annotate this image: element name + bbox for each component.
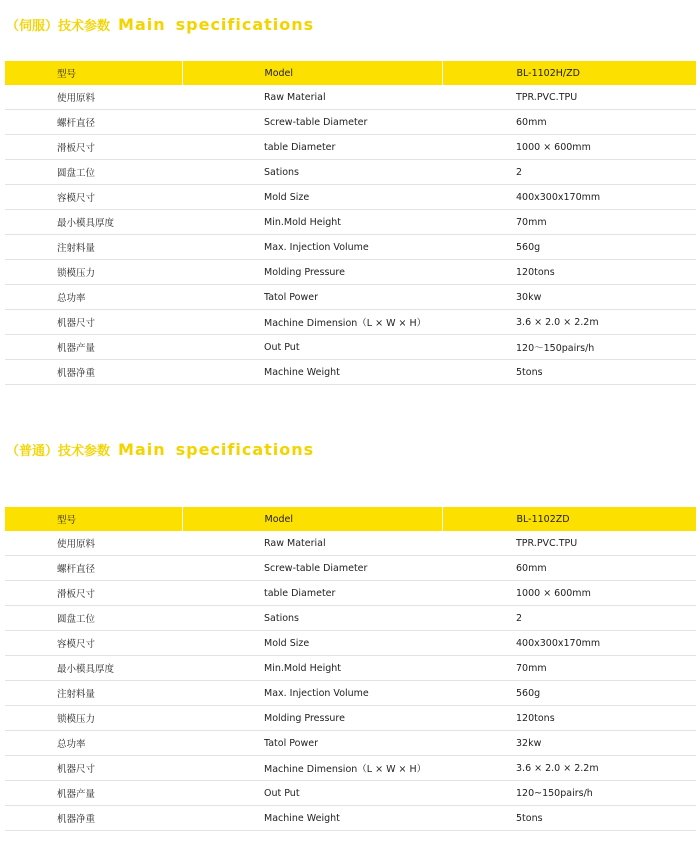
row-label-en: Machine Dimension（L × W × H） <box>182 310 442 335</box>
row-label-en: Mold Size <box>182 185 442 210</box>
row-label-cn: 总功率 <box>5 731 182 756</box>
row-label-en: Raw Material <box>182 85 442 110</box>
section-title-en-spec: specifications <box>175 15 315 34</box>
row-label-en: Molding Pressure <box>182 706 442 731</box>
table-row <box>5 781 696 806</box>
row-value: TPR.PVC.TPU <box>442 531 696 556</box>
table-row <box>5 731 696 756</box>
row-label-en: Max. Injection Volume <box>182 681 442 706</box>
spec-table-servo <box>5 61 696 385</box>
section-title-servo <box>6 10 314 34</box>
row-value: 560g <box>442 681 696 706</box>
table-row <box>5 556 696 581</box>
row-label-cn: 最小模具厚度 <box>5 210 182 235</box>
row-label-en: Screw-table Diameter <box>182 556 442 581</box>
row-label-cn: 机器尺寸 <box>5 310 182 335</box>
row-label-cn: 圆盘工位 <box>5 606 182 631</box>
row-label-cn: 滑板尺寸 <box>5 581 182 606</box>
row-label-en: Screw-table Diameter <box>182 110 442 135</box>
row-label-cn: 容模尺寸 <box>5 631 182 656</box>
row-label-cn: 使用原料 <box>5 85 182 110</box>
header-cell-model-cn: 型号 <box>5 507 182 531</box>
section-title-cn: （普通）技术参数 <box>6 444 111 459</box>
row-label-en: Tatol Power <box>182 285 442 310</box>
row-value: 400x300x170mm <box>442 631 696 656</box>
row-value: 32kw <box>442 731 696 756</box>
row-label-en: table Diameter <box>182 581 442 606</box>
table-row <box>5 631 696 656</box>
table-row <box>5 360 696 385</box>
table-row <box>5 606 696 631</box>
row-label-en: Raw Material <box>182 531 442 556</box>
table-row <box>5 260 696 285</box>
table-row <box>5 185 696 210</box>
row-value: 5tons <box>442 806 696 831</box>
row-value: 60mm <box>442 556 696 581</box>
row-value: 70mm <box>442 656 696 681</box>
row-label-en: Sations <box>182 160 442 185</box>
row-label-en: Mold Size <box>182 631 442 656</box>
row-label-cn: 总功率 <box>5 285 182 310</box>
row-value: 60mm <box>442 110 696 135</box>
row-value: 1000 × 600mm <box>442 135 696 160</box>
row-value: 2 <box>442 606 696 631</box>
row-label-cn: 容模尺寸 <box>5 185 182 210</box>
row-value: 3.6 × 2.0 × 2.2m <box>442 756 696 781</box>
row-label-cn: 机器净重 <box>5 360 182 385</box>
section-title-standard <box>6 435 314 459</box>
row-label-cn: 机器产量 <box>5 335 182 360</box>
table-row <box>5 531 696 556</box>
row-value: 560g <box>442 235 696 260</box>
table-row <box>5 656 696 681</box>
row-label-en: Machine Weight <box>182 806 442 831</box>
spec-table-header <box>5 61 696 85</box>
header-cell-model-cn: 型号 <box>5 61 182 85</box>
row-value: 70mm <box>442 210 696 235</box>
row-label-en: Min.Mold Height <box>182 210 442 235</box>
row-label-en: Min.Mold Height <box>182 656 442 681</box>
row-label-cn: 螺杆直径 <box>5 110 182 135</box>
header-cell-model-value: BL-1102H/ZD <box>442 61 696 85</box>
table-row <box>5 806 696 831</box>
row-label-en: Machine Weight <box>182 360 442 385</box>
header-cell-model-value: BL-1102ZD <box>442 507 696 531</box>
row-value: 1000 × 600mm <box>442 581 696 606</box>
table-row <box>5 235 696 260</box>
row-label-cn: 锁模压力 <box>5 706 182 731</box>
row-label-en: Machine Dimension（L × W × H） <box>182 756 442 781</box>
row-label-en: Sations <box>182 606 442 631</box>
row-label-en: Tatol Power <box>182 731 442 756</box>
row-value: 2 <box>442 160 696 185</box>
table-row <box>5 335 696 360</box>
row-label-cn: 螺杆直径 <box>5 556 182 581</box>
spec-table-standard <box>5 507 696 831</box>
row-label-cn: 注射料量 <box>5 235 182 260</box>
row-value: 3.6 × 2.0 × 2.2m <box>442 310 696 335</box>
table-row <box>5 706 696 731</box>
row-label-cn: 锁模压力 <box>5 260 182 285</box>
table-row <box>5 681 696 706</box>
table-row <box>5 285 696 310</box>
row-label-en: Molding Pressure <box>182 260 442 285</box>
table-row <box>5 210 696 235</box>
table-row <box>5 85 696 110</box>
table-row <box>5 135 696 160</box>
row-label-en: Max. Injection Volume <box>182 235 442 260</box>
row-value: 120tons <box>442 260 696 285</box>
section-title-en-spec: specifications <box>175 440 315 459</box>
section-title-cn: （伺服）技术参数 <box>6 19 111 34</box>
row-label-en: table Diameter <box>182 135 442 160</box>
row-value: TPR.PVC.TPU <box>442 85 696 110</box>
row-value: 30kw <box>442 285 696 310</box>
section-title-en-main: Main <box>118 440 166 459</box>
row-value: 400x300x170mm <box>442 185 696 210</box>
row-label-cn: 机器尺寸 <box>5 756 182 781</box>
row-label-cn: 机器净重 <box>5 806 182 831</box>
table-row <box>5 581 696 606</box>
row-label-en: Out Put <box>182 335 442 360</box>
row-label-cn: 注射料量 <box>5 681 182 706</box>
table-row <box>5 310 696 335</box>
row-value: 120~150pairs/h <box>442 781 696 806</box>
row-label-cn: 使用原料 <box>5 531 182 556</box>
row-value: 120〜150pairs/h <box>442 335 696 360</box>
row-value: 5tons <box>442 360 696 385</box>
spec-table-header <box>5 507 696 531</box>
row-label-cn: 圆盘工位 <box>5 160 182 185</box>
table-row <box>5 160 696 185</box>
row-label-en: Out Put <box>182 781 442 806</box>
row-label-cn: 机器产量 <box>5 781 182 806</box>
row-label-cn: 最小模具厚度 <box>5 656 182 681</box>
table-row <box>5 756 696 781</box>
header-cell-model-en: Model <box>182 507 442 531</box>
table-row <box>5 110 696 135</box>
section-title-en-main: Main <box>118 15 166 34</box>
row-value: 120tons <box>442 706 696 731</box>
row-label-cn: 滑板尺寸 <box>5 135 182 160</box>
header-cell-model-en: Model <box>182 61 442 85</box>
